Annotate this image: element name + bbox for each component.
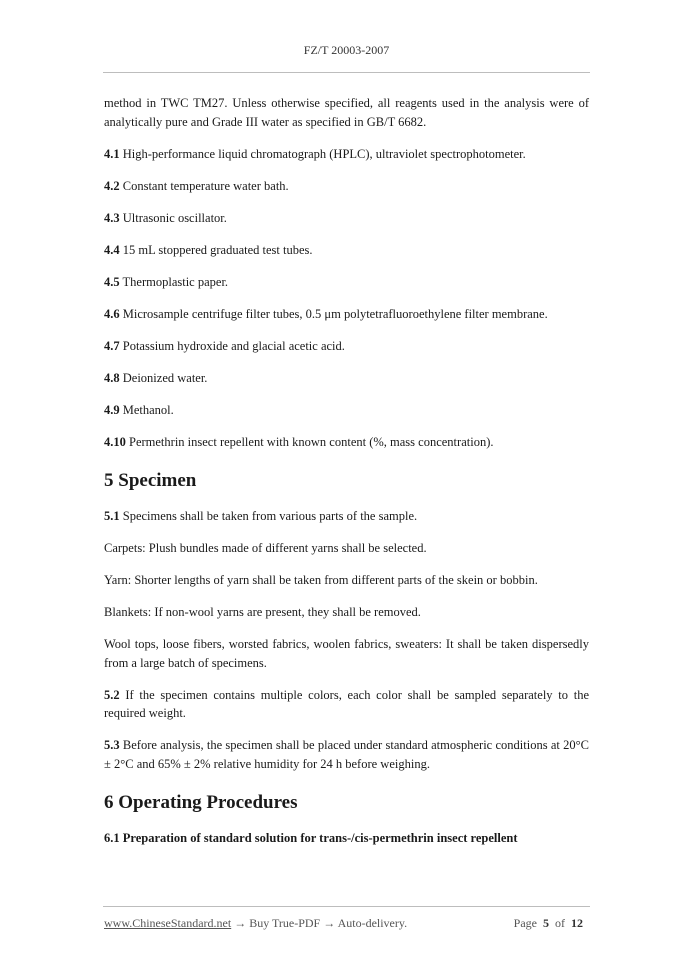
item-4-7	[104, 337, 589, 356]
intro-paragraph: method in TWC TM27. Unless otherwise specified, all reagents used in the analysis were of analytically pure and Grade III water as specified in GB/T 6682.	[104, 96, 589, 129]
clause-text: Before analysis, the specimen shall be placed under standard atmospheric conditions at 20°C ± 2°C and 65% ± 2% relative humidity for 24 h before weighing.	[104, 738, 589, 771]
item-number: 4.6	[104, 306, 120, 321]
item-number: 4.3	[104, 210, 120, 225]
footer-promo	[104, 916, 407, 931]
item-number: 4.8	[104, 370, 120, 385]
item-text: High-performance liquid chromatograph (HPLC), ultraviolet spectrophotometer.	[122, 146, 526, 161]
item-text: Constant temperature water bath.	[122, 178, 289, 193]
section-5-heading: 5 Specimen	[104, 470, 197, 491]
item-number: 4.10	[104, 434, 126, 449]
carpets-paragraph: Carpets: Plush bundles made of different yarns shall be selected.	[104, 541, 427, 555]
of-label: of	[555, 916, 565, 930]
item-number: 4.1	[104, 146, 120, 161]
item-4-2	[104, 177, 589, 196]
clause-5-3	[104, 736, 589, 773]
promo-text: → Buy True-PDF → Auto-delivery.	[231, 916, 408, 930]
clause-number: 5.1	[104, 509, 120, 523]
item-text: Thermoplastic paper.	[122, 274, 229, 289]
item-number: 4.9	[104, 402, 120, 417]
item-4-8	[104, 369, 589, 388]
item-4-5	[104, 273, 589, 292]
item-text: Methanol.	[122, 402, 174, 417]
page-header: FZ/T 20003-2007	[303, 43, 390, 57]
item-text: Potassium hydroxide and glacial acetic acid.	[122, 338, 345, 353]
item-4-10	[104, 433, 589, 452]
clause-text: If the specimen contains multiple colors, each color shall be sampled separately to the required weight.	[104, 687, 589, 720]
item-number: 4.5	[104, 274, 120, 289]
page-label: Page	[513, 916, 537, 930]
clause-5-1	[104, 507, 589, 526]
item-4-4	[104, 241, 589, 260]
clause-number: 5.3	[104, 738, 120, 752]
item-number: 4.7	[104, 338, 120, 353]
item-text: Microsample centrifuge filter tubes, 0.5 μm polytetrafluoroethylene filter membrane.	[122, 306, 548, 321]
item-4-3	[104, 209, 589, 228]
site-link[interactable]: www.ChineseStandard.net	[104, 916, 232, 930]
clause-6-1-title: 6.1 Preparation of standard solution for trans-/cis-permethrin insect repellent	[104, 831, 518, 845]
item-number: 4.2	[104, 178, 120, 193]
item-text: 15 mL stoppered graduated test tubes.	[122, 242, 313, 257]
clause-number: 5.2	[104, 687, 120, 702]
page-number: 5	[543, 916, 549, 930]
item-4-6	[104, 305, 589, 324]
clause-5-2	[104, 686, 589, 723]
clause-text: Specimens shall be taken from various parts of the sample.	[122, 509, 418, 523]
item-text: Permethrin insect repellent with known content (%, mass concentration).	[129, 434, 494, 449]
wool-paragraph: Wool tops, loose fibers, worsted fabrics, woolen fabrics, sweaters: It shall be taken dispersedly from a large batch of specimens.	[104, 637, 589, 670]
page-content	[104, 94, 589, 861]
footer-divider	[103, 906, 590, 907]
item-text: Deionized water.	[122, 370, 208, 385]
section-6-heading: 6 Operating Procedures	[104, 792, 298, 813]
item-4-9	[104, 401, 589, 420]
clause-6-1	[104, 829, 589, 848]
item-number: 4.4	[104, 242, 120, 257]
item-4-1	[104, 145, 589, 164]
item-text: Ultrasonic oscillator.	[122, 210, 227, 225]
page-indicator	[514, 916, 583, 931]
blankets-paragraph: Blankets: If non-wool yarns are present, they shall be removed.	[104, 605, 421, 619]
page-total: 12	[571, 916, 583, 930]
header-divider	[103, 72, 590, 73]
yarn-paragraph: Yarn: Shorter lengths of yarn shall be taken from different parts of the skein or bobbin.	[104, 573, 538, 587]
